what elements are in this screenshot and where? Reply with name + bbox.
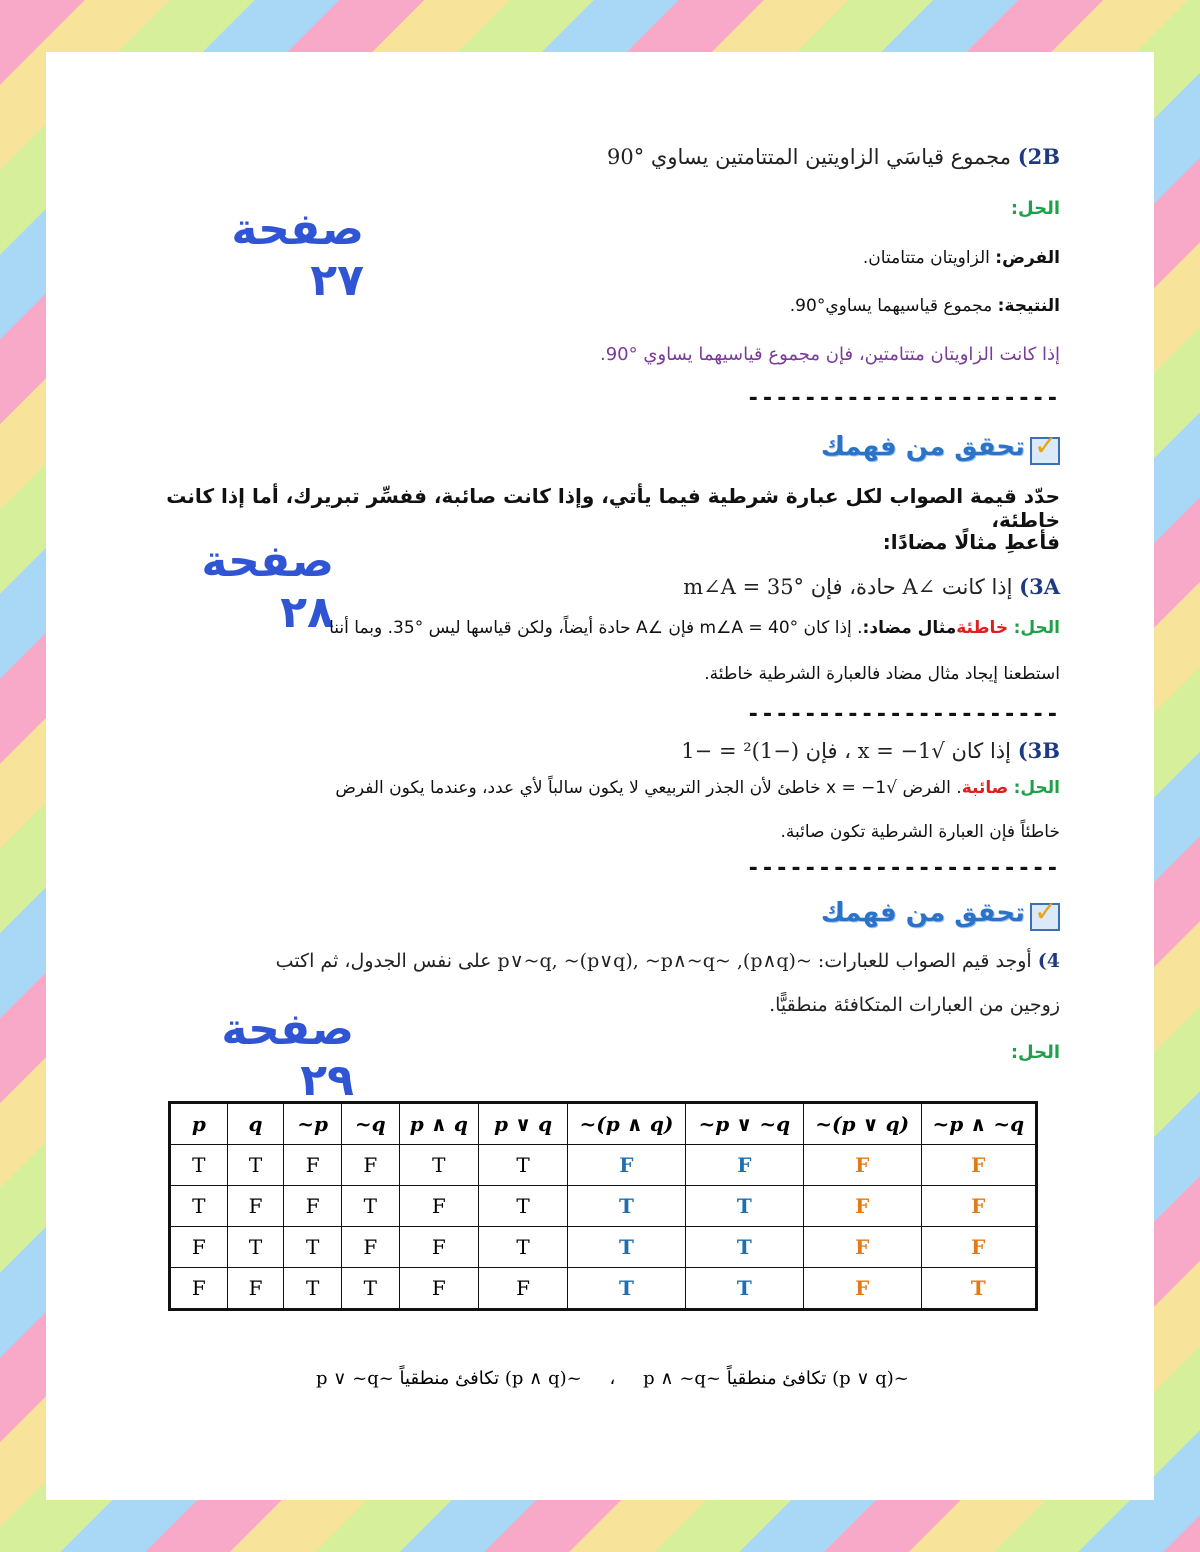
- verdict-false: خاطئة: [956, 618, 1009, 638]
- table-cell: F: [921, 1227, 1036, 1268]
- table-cell: T: [921, 1268, 1036, 1310]
- question-3b: [446, 738, 1060, 763]
- answer-3a-line-1: [186, 618, 1060, 638]
- conditional-statement: إذا كانت الزاويتان متتامتين، فإن مجموع قياسيهما يساوي °90.: [600, 344, 1060, 365]
- table-cell: F: [685, 1145, 803, 1186]
- table-cell: T: [685, 1227, 803, 1268]
- table-cell: F: [399, 1186, 479, 1227]
- table-cell: F: [399, 1268, 479, 1310]
- table-row: [170, 1145, 1037, 1186]
- worksheet-page: [46, 52, 1154, 1500]
- table-cell: T: [568, 1268, 686, 1310]
- table-cell: F: [341, 1227, 399, 1268]
- conclusion-label: النتيجة:: [997, 296, 1060, 316]
- table-cell: T: [685, 1186, 803, 1227]
- answer-3b-line-2: خاطئاً فإن العبارة الشرطية تكون صائبة.: [780, 822, 1060, 842]
- answer-3a-line-2: استطعنا إيجاد مثال مضاد فالعبارة الشرطية خاطئة.: [704, 664, 1060, 684]
- page-label-28: صفحة ٢٨: [201, 536, 334, 638]
- answer-text: . الفرض √x = −1 خاطئ لأن الجذر التربيعي لا يكون سالباً لأي عدد، وعندما يكون الفرض: [335, 778, 962, 798]
- divider: ----------------------: [746, 856, 1060, 881]
- question-4: [146, 950, 1060, 972]
- column-header: q: [227, 1103, 284, 1145]
- table-cell: F: [921, 1186, 1036, 1227]
- table-cell: F: [803, 1227, 921, 1268]
- table-cell: T: [479, 1227, 568, 1268]
- equivalence-right: ~(p ∨ q) تكافئ منطقياً ~p ∧ ~q: [643, 1368, 909, 1389]
- table-cell: F: [399, 1227, 479, 1268]
- column-header: ~p ∨ ~q: [685, 1103, 803, 1145]
- table-cell: T: [568, 1186, 686, 1227]
- page-label-29: صفحة ٢٩: [221, 1004, 354, 1106]
- column-header: ~p: [284, 1103, 342, 1145]
- table-cell: T: [479, 1186, 568, 1227]
- page-label-27: صفحة ٢٧: [231, 204, 364, 306]
- conclusion-text: مجموع قياسيهما يساوي°90.: [789, 296, 998, 316]
- conclusion-line: [446, 296, 1060, 316]
- checkbox-icon: ✓: [1030, 903, 1060, 931]
- table-cell: T: [568, 1227, 686, 1268]
- table-cell: F: [479, 1268, 568, 1310]
- question-4-line-2: زوجين من العبارات المتكافئة منطقيًّا.: [769, 994, 1060, 1016]
- table-cell: T: [341, 1268, 399, 1310]
- divider: ----------------------: [746, 702, 1060, 727]
- question-3a: [446, 574, 1060, 599]
- table-cell: F: [284, 1145, 342, 1186]
- table-cell: T: [227, 1227, 284, 1268]
- table-cell: F: [803, 1145, 921, 1186]
- column-header: ~q: [341, 1103, 399, 1145]
- table-cell: F: [803, 1268, 921, 1310]
- instructions-line-2: فأعطِ مثالًا مضادًا:: [882, 530, 1060, 554]
- table-cell: T: [341, 1186, 399, 1227]
- hypothesis-text: الزاويتان متتامتان.: [862, 248, 996, 268]
- table-row: [170, 1227, 1037, 1268]
- question-number: 4): [1037, 950, 1060, 972]
- check-understanding-heading: [746, 428, 1060, 465]
- table-cell: T: [227, 1145, 284, 1186]
- table-cell: T: [170, 1145, 228, 1186]
- question-number: 2B): [1017, 144, 1060, 169]
- truth-table: [168, 1101, 1038, 1311]
- table-cell: F: [921, 1145, 1036, 1186]
- solution-label: الحل:: [1013, 778, 1060, 798]
- table-header-row: [170, 1103, 1037, 1145]
- table-cell: F: [170, 1227, 228, 1268]
- answer-text: . إذا كان m∠A = 40° فإن ∠A حادة أيضاً، ولكن قياسها ليس °35. وبما أننا: [329, 618, 863, 638]
- hypothesis-label: الفرض:: [995, 248, 1060, 268]
- equivalences-line: [316, 1368, 1056, 1389]
- answer-3b-line-1: [186, 778, 1060, 798]
- question-text: إذا كانت ∠A حادة، فإن m∠A = 35°: [683, 575, 1013, 599]
- instructions-line-1: حدّد قيمة الصواب لكل عبارة شرطية فيما يأتي، وإذا كانت صائبة، ففسِّر تبريرك، أما إذا كانت خاطئة،: [166, 484, 1060, 532]
- question-2b: [346, 144, 1060, 169]
- equivalence-left: ~(p ∧ q) تكافئ منطقياً ~p ∨ ~q: [316, 1368, 582, 1389]
- table-cell: T: [170, 1186, 228, 1227]
- hypothesis-line: [446, 248, 1060, 268]
- question-number: 3B): [1017, 738, 1060, 763]
- table-cell: T: [284, 1227, 342, 1268]
- solution-label: الحل:: [1010, 198, 1060, 219]
- question-number: 3A): [1019, 574, 1060, 599]
- table-cell: F: [227, 1186, 284, 1227]
- solution-label: الحل:: [1010, 1042, 1060, 1063]
- table-cell: F: [803, 1186, 921, 1227]
- check-understanding-heading: [746, 894, 1060, 931]
- table-cell: F: [341, 1145, 399, 1186]
- question-text: مجموع قياسَي الزاويتين المتتامتين يساوي °90: [606, 145, 1011, 169]
- table-cell: F: [284, 1186, 342, 1227]
- column-header: ~(p ∨ q): [803, 1103, 921, 1145]
- table-cell: T: [479, 1145, 568, 1186]
- question-text: أوجد قيم الصواب للعبارات: ~(p∧q), ~p∨~q, ~(p∨q), ~p∧~q على نفس الجدول، ثم اكتب: [275, 950, 1032, 972]
- table-cell: T: [399, 1145, 479, 1186]
- column-header: p: [170, 1103, 228, 1145]
- column-header: ~(p ∧ q): [568, 1103, 686, 1145]
- table-row: [170, 1268, 1037, 1310]
- table-cell: T: [685, 1268, 803, 1310]
- table-cell: F: [170, 1268, 228, 1310]
- checkbox-icon: ✓: [1030, 437, 1060, 465]
- table-cell: T: [284, 1268, 342, 1310]
- solution-label: الحل:: [1013, 618, 1060, 638]
- counterexample-label: مثال مضاد:: [862, 618, 957, 638]
- equivalence-separator: ،: [609, 1368, 616, 1389]
- table-row: [170, 1186, 1037, 1227]
- divider: ----------------------: [746, 386, 1060, 411]
- column-header: p ∨ q: [479, 1103, 568, 1145]
- verdict-true: صائبة: [961, 778, 1009, 798]
- column-header: ~p ∧ ~q: [921, 1103, 1036, 1145]
- check-title: تحقق من فهمك: [820, 432, 1025, 462]
- table-cell: F: [568, 1145, 686, 1186]
- question-text: إذا كان √x = −1 ، فإن (−1)² = −1: [681, 739, 1011, 763]
- column-header: p ∧ q: [399, 1103, 479, 1145]
- table-cell: F: [227, 1268, 284, 1310]
- check-title: تحقق من فهمك: [820, 898, 1025, 928]
